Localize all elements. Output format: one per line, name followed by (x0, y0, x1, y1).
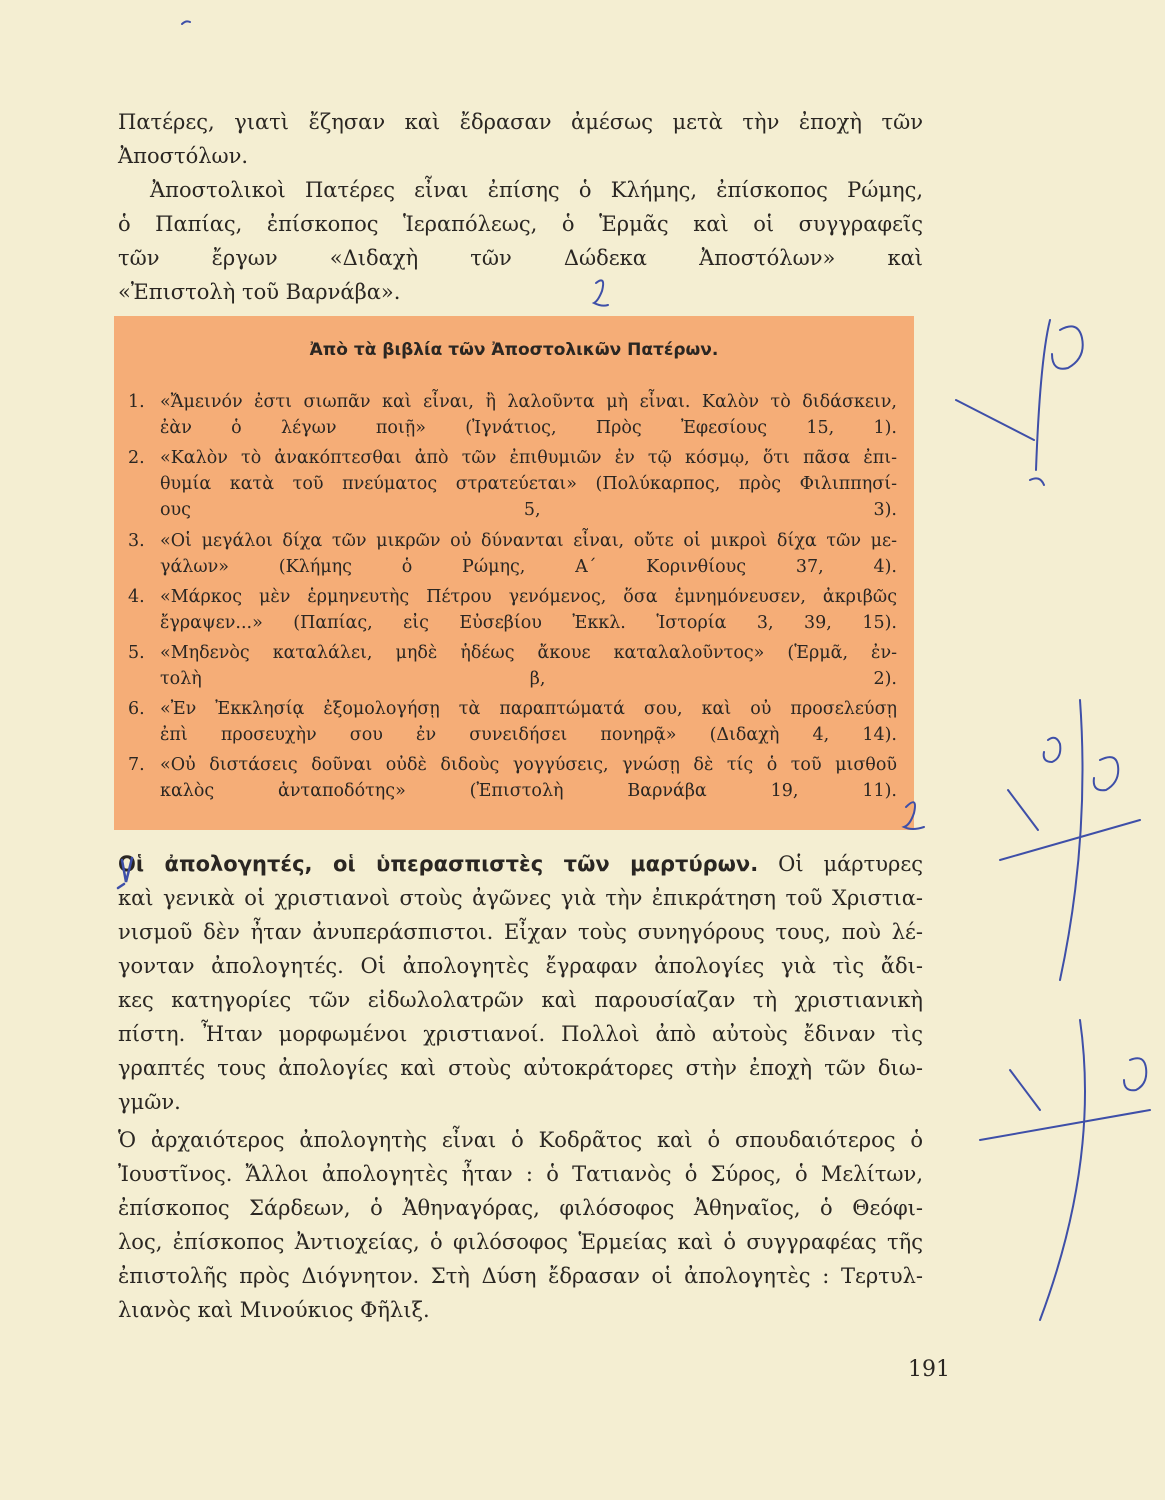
text-line: λιανὸς καὶ Μινούκιος Φῆλιξ. (118, 1298, 430, 1322)
quote-line: ους 5, 3). (160, 500, 897, 520)
pen-margin-scribble (1000, 700, 1140, 980)
quote-line: «Μάρκος μὲν ἑρμηνευτὴς Πέτρου γενόμενος, ὅσα ἐμνημόνευσεν, ἀκριβῶς (160, 587, 897, 607)
quote-line: «Μηδενὸς καταλάλει, μηδὲ ἡδέως ἄκουε καταλαλοῦντος» (Ἑρμᾶ, ἐν- (160, 643, 897, 663)
page-number: 191 (908, 1357, 950, 1382)
section-heading: Οἱ ἀπολογητές, οἱ ὑπερασπιστὲς τῶν μαρτύρων. (118, 852, 759, 876)
box-title: Ἀπὸ τὰ βιβλία τῶν Ἀποστολικῶν Πατέρων. (309, 340, 719, 360)
text-line: Ἰουστῖνος. Ἄλλοι ἀπολογητὲς ἦταν : ὁ Τατιανὸς ὁ Σύρος, ὁ Μελίτων, (118, 1162, 923, 1186)
quotations-box (114, 316, 914, 830)
text-line: γμῶν. (118, 1090, 181, 1114)
item-number: 5. (128, 643, 145, 663)
text-line: πίστη. Ἦταν μορφωμένοι χριστιανοί. Πολλοὶ ἀπὸ αὐτοὺς ἔδιναν τὶς (118, 1022, 923, 1046)
quote-line: θυμία κατὰ τοῦ πνεύματος στρατεύεται» (Πολύκαρπος, πρὸς Φιλιππησί- (160, 474, 897, 494)
text-line: καὶ γενικὰ οἱ χριστιανοὶ στοὺς ἀγῶνες γιὰ τὴν ἐπικράτηση τοῦ Χριστια- (118, 886, 923, 910)
item-number: 6. (128, 699, 145, 719)
quote-line: «Ἐν Ἐκκλησίᾳ ἐξομολογήσῃ τὰ παραπτώματά σου, καὶ οὐ προσελεύσῃ (160, 699, 897, 719)
text-line: τῶν ἔργων «Διδαχὴ τῶν Δώδεκα Ἀποστόλων» καὶ (118, 246, 923, 270)
text-line: νισμοῦ δὲν ἦταν ἀνυπεράσπιστοι. Εἶχαν τοὺς συνηγόρους τους, ποὺ λέ- (118, 920, 923, 944)
pen-margin-scribble (980, 1020, 1150, 1320)
section-heading-line (118, 848, 923, 881)
item-number: 2. (128, 448, 145, 468)
quote-line: ἐπὶ προσευχὴν σου ἐν συνειδήσει πονηρᾷ» (Διδαχὴ 4, 14). (160, 725, 897, 745)
text-line: γραπτές τους ἀπολογίες καὶ στοὺς αὐτοκράτορες στὴν ἐποχὴ τῶν διω- (118, 1056, 923, 1080)
text-line: ὁ Παπίας, ἐπίσκοπος Ἱεραπόλεως, ὁ Ἑρμᾶς καὶ οἱ συγγραφεῖς (118, 212, 923, 236)
text-line: λος, ἐπίσκοπος Ἀντιοχείας, ὁ φιλόσοφος Ἑρμείας καὶ ὁ συγγραφέας τῆς (118, 1230, 923, 1254)
quote-line: «Ἄμεινόν ἐστι σιωπᾶν καὶ εἶναι, ἢ λαλοῦντα μὴ εἶναι. Καλὸν τὸ διδάσκειν, (160, 392, 897, 412)
quote-line: ἐὰν ὁ λέγων ποιῇ» (Ἰγνάτιος, Πρὸς Ἐφεσίους 15, 1). (160, 418, 897, 438)
pen-margin-scribble (956, 320, 1083, 485)
text-line: «Ἐπιστολὴ τοῦ Βαρνάβα». (118, 280, 401, 304)
pen-margin-scribble (1008, 738, 1060, 830)
quote-line: «Οἱ μεγάλοι δίχα τῶν μικρῶν οὐ δύνανται εἶναι, οὔτε οἱ μικροὶ δίχα τῶν με- (160, 531, 897, 551)
quote-line: «Οὐ διστάσεις δοῦναι οὐδὲ διδοὺς γογγύσεις, γνώσῃ δὲ τίς ὁ τοῦ μισθοῦ (160, 755, 897, 775)
text-line: Πατέρες, γιατὶ ἔζησαν καὶ ἔδρασαν ἀμέσως μετὰ τὴν ἐποχὴ τῶν (118, 110, 923, 134)
item-number: 3. (128, 531, 145, 551)
quote-line: καλὸς ἀνταποδότης» (Ἐπιστολὴ Βαρνάβα 19, 11). (160, 781, 897, 801)
quote-line: ἔγραψεν...» (Παπίας, εἰς Εὐσεβίου Ἐκκλ. Ἱστορία 3, 39, 15). (160, 613, 897, 633)
item-number: 1. (128, 392, 145, 412)
text-line: κες κατηγορίες τῶν εἰδωλολατρῶν καὶ παρουσίαζαν τὴ χριστιανικὴ (118, 988, 923, 1012)
quote-line: «Καλὸν τὸ ἀνακόπτεσθαι ἀπὸ τῶν ἐπιθυμιῶν ἐν τῷ κόσμῳ, ὅτι πᾶσα ἐπι- (160, 448, 897, 468)
text-line: Ἀποστόλων. (118, 144, 249, 168)
item-number: 4. (128, 587, 145, 607)
text-line: Ὁ ἀρχαιότερος ἀπολογητὴς εἶναι ὁ Κοδρᾶτος καὶ ὁ σπουδαιότερος ὁ (118, 1128, 923, 1152)
quote-line: τολὴ β, 2). (160, 669, 897, 689)
section-heading-rest: Οἱ μάρτυρες (778, 852, 923, 876)
text-line: Ἀποστολικοὶ Πατέρες εἶναι ἐπίσης ὁ Κλήμης, ἐπίσκοπος Ρώμης, (150, 178, 923, 202)
quote-line: γάλων» (Κλήμης ὁ Ρώμης, Α΄ Κορινθίους 37, 4). (160, 557, 897, 577)
text-line: ἐπιστολῆς πρὸς Διόγνητον. Στὴ Δύση ἔδρασαν οἱ ἀπολογητὲς : Τερτυλ- (118, 1264, 923, 1288)
text-line: ἐπίσκοπος Σάρδεων, ὁ Ἀθηναγόρας, φιλόσοφος Ἀθηναῖος, ὁ Θεόφι- (118, 1196, 923, 1220)
item-number: 7. (128, 755, 145, 775)
pen-tick-mark (182, 21, 190, 24)
text-line: γονταν ἀπολογητές. Οἱ ἀπολογητὲς ἔγραφαν ἀπολογίες γιὰ τὶς ἄδι- (118, 954, 923, 978)
